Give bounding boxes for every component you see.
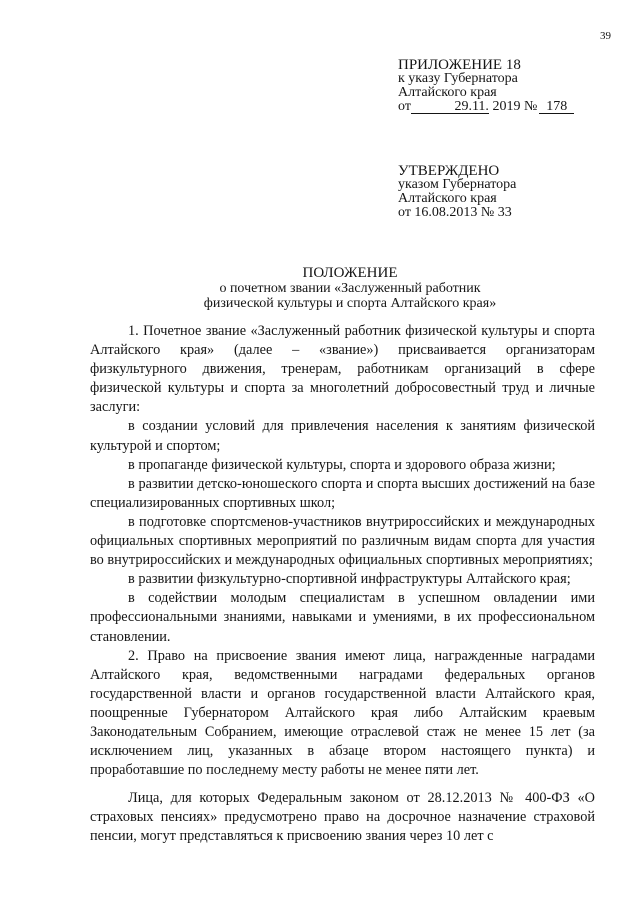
approved-block	[398, 164, 516, 220]
document-heading	[150, 266, 550, 311]
paragraph: в развитии детско-юношеского спорта и спорта высших достижений на базе специализированных спортивных школ;	[90, 475, 595, 511]
paragraph: в развитии физкультурно-спортивной инфраструктуры Алтайского края;	[128, 571, 571, 588]
paragraph: 2. Право на присвоение звания имеют лица, награжденные наградами Алтайского края, ведомственными наградами федеральных органов государственной власти и органов государственной власти Алтайского края, поощренные Губернатором Алтайского края либо Алтайским краевым Законодательным Собранием, имеющие отраслевой стаж не менее 15 лет (за исключением лиц, указанных в абзаце втором настоящего пункта) и проработавшие по последнему месту работы не менее пяти лет.	[90, 647, 595, 779]
appendix-title: ПРИЛОЖЕНИЕ 18	[398, 57, 521, 73]
paragraph: в подготовке спортсменов-участников внутрироссийских и международных официальных спортивных мероприятий по различным видам спорта для участия во внутрироссийских и международных официальных спортивных мероприятиях;	[90, 513, 595, 569]
page-number: 39	[600, 30, 611, 42]
heading-line: физической культуры и спорта Алтайского края»	[203, 296, 497, 311]
approved-title: УТВЕРЖДЕНО	[398, 163, 500, 179]
paragraph: 1. Почетное звание «Заслуженный работник физической культуры и спорта Алтайского края» (далее – «звание») присваивается организаторам физкультурного движения, тренерам, работникам организаций в сфере физической культуры и спорта за многолетний добросовестный труд и личные заслуги:	[90, 323, 595, 416]
appendix-block	[398, 58, 574, 114]
number-field: 178	[539, 100, 574, 114]
appendix-line: к указу Губернатора	[398, 71, 518, 86]
appendix-date-row	[398, 100, 574, 114]
paragraph: в пропаганде физической культуры, спорта и здорового образа жизни;	[128, 456, 556, 473]
appendix-line: Алтайского края	[398, 85, 497, 100]
paragraph: в создании условий для привлечения населения к занятиям физической культурой и спортом;	[90, 418, 595, 454]
approved-line: указом Губернатора	[398, 177, 517, 192]
heading-title: ПОЛОЖЕНИЕ	[302, 265, 398, 281]
number-sign: №	[523, 99, 538, 114]
heading-line: о почетном звании «Заслуженный работник	[219, 281, 481, 296]
date-prefix: от	[398, 99, 411, 114]
document-body	[90, 322, 595, 847]
paragraph: в содействии молодым специалистам в успешном овладении ими профессиональными знаниями, навыками и умениями, в их профессиональном становлении.	[90, 590, 595, 645]
approved-line: Алтайского края	[398, 191, 497, 206]
date-field: 29.11.	[411, 100, 489, 114]
approved-line: от 16.08.2013 № 33	[398, 205, 512, 220]
paragraph: Лица, для которых Федеральным законом от 28.12.2013 № 400-ФЗ «О страховых пенсиях» предусмотрено право на досрочное назначение страховой пенсии, могут представляться к присвоению звания через 10 лет с	[90, 790, 595, 845]
year: 2019	[492, 99, 521, 114]
